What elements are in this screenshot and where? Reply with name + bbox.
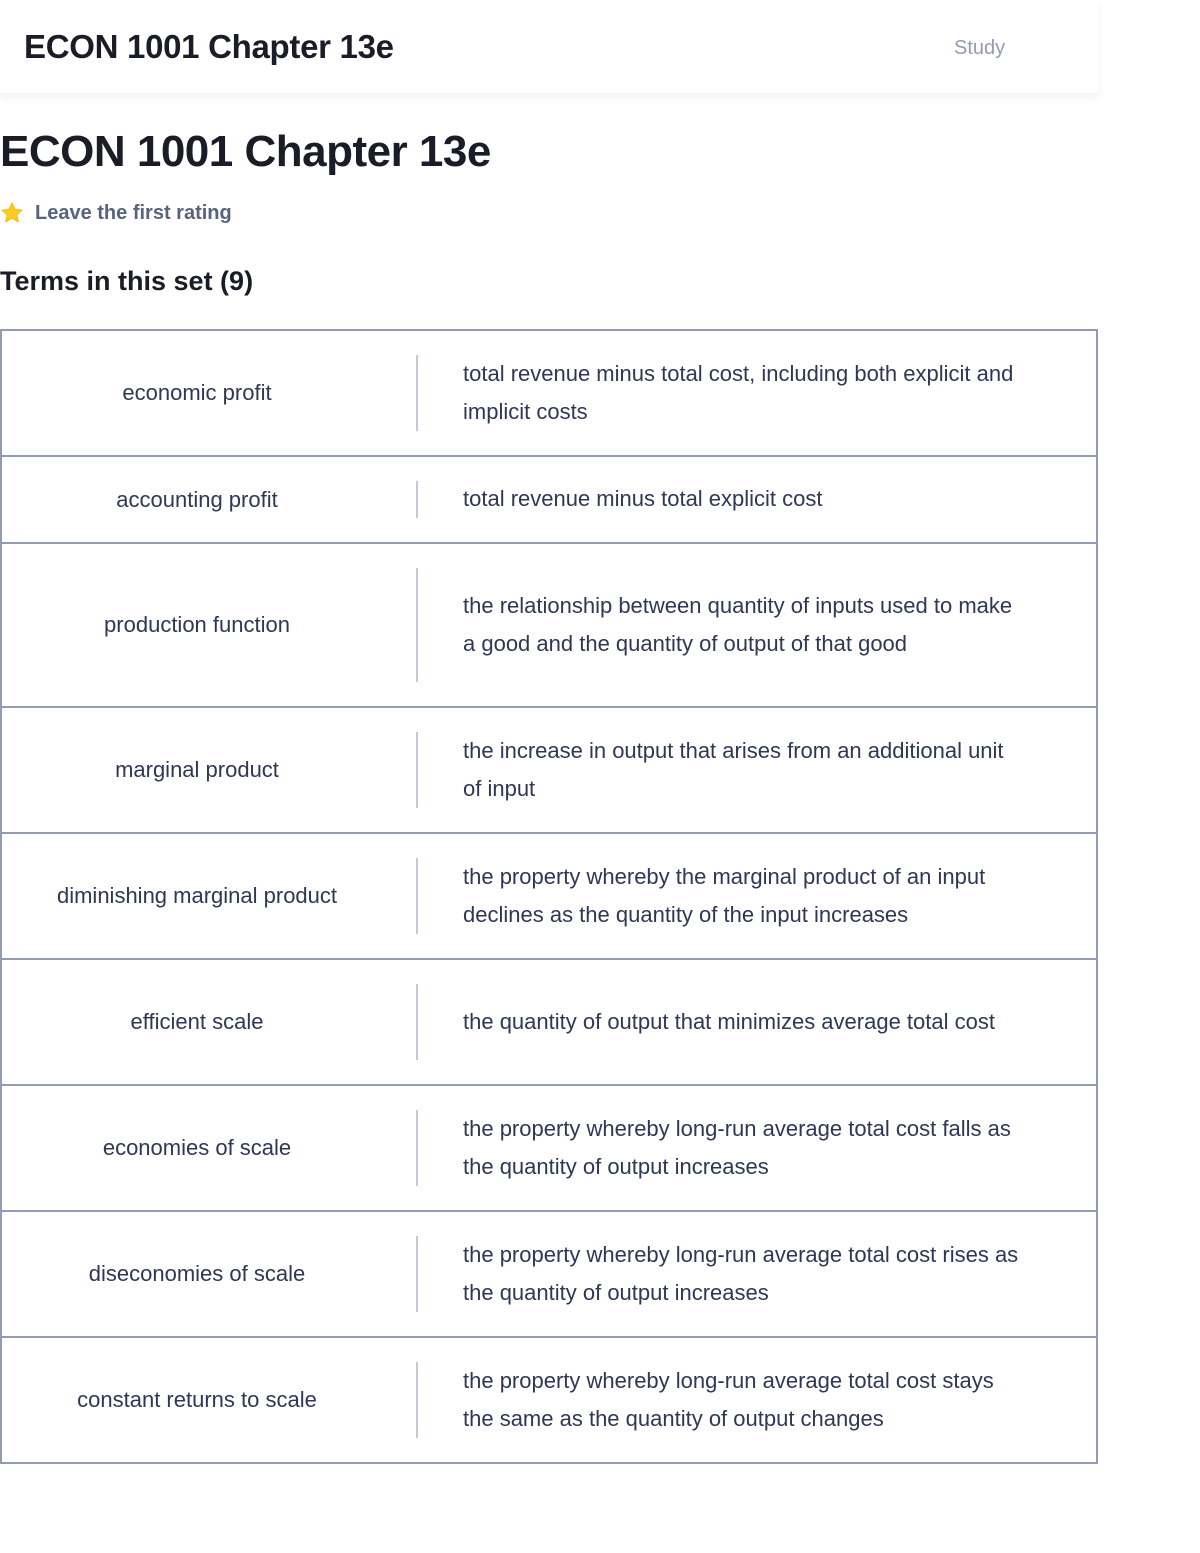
term-word: economic profit: [122, 380, 272, 405]
term-definition: the property whereby long-run average total cost rises as the quantity of output increases: [463, 1241, 1019, 1305]
term-row: [0, 455, 1098, 544]
row-divider: [416, 1110, 418, 1186]
rating-label: Leave the first rating: [35, 202, 232, 224]
row-divider: [416, 984, 418, 1060]
row-divider: [416, 568, 418, 682]
term-row: [0, 1084, 1098, 1212]
terms-table: [0, 329, 1098, 1464]
term-word: constant returns to scale: [77, 1387, 317, 1412]
study-link[interactable]: Study: [954, 37, 1006, 59]
term-word: marginal product: [115, 757, 279, 782]
term-word: production function: [104, 612, 290, 637]
term-row: [0, 706, 1098, 834]
term-word: diminishing marginal product: [56, 883, 338, 908]
row-divider: [416, 481, 418, 518]
top-bar: [0, 0, 1098, 94]
term-row: [0, 329, 1098, 457]
term-definition: the increase in output that arises from an additional unit of input: [463, 737, 1004, 801]
term-word: diseconomies of scale: [88, 1261, 306, 1286]
rating-link[interactable]: [0, 198, 232, 228]
term-definition: the property whereby long-run average total cost falls as the quantity of output increases: [463, 1115, 1011, 1179]
term-word: economies of scale: [102, 1135, 292, 1160]
row-divider: [416, 355, 418, 431]
page-title: ECON 1001 Chapter 13e: [0, 127, 491, 176]
term-definition: the property whereby long-run average total cost stays the same as the quantity of output changes: [463, 1367, 994, 1431]
term-word: efficient scale: [130, 1009, 264, 1034]
term-word: accounting profit: [116, 486, 278, 512]
row-divider: [416, 858, 418, 934]
row-divider: [416, 1362, 418, 1438]
header-title: ECON 1001 Chapter 13e: [24, 28, 394, 65]
term-row: [0, 958, 1098, 1086]
terms-heading: Terms in this set (9): [0, 266, 254, 296]
term-row: [0, 832, 1098, 960]
term-definition: total revenue minus total cost, including both explicit and implicit costs: [463, 360, 1014, 424]
row-divider: [416, 1236, 418, 1312]
star-icon: [0, 201, 24, 225]
term-row: [0, 1336, 1098, 1464]
term-row: [0, 1210, 1098, 1338]
term-definition: the relationship between quantity of inputs used to make a good and the quantity of output of that good: [463, 592, 1013, 656]
row-divider: [416, 732, 418, 808]
term-definition: the property whereby the marginal product of an input declines as the quantity of the input increases: [463, 863, 986, 927]
term-definition: the quantity of output that minimizes average total cost: [463, 1008, 995, 1034]
term-definition: total revenue minus total explicit cost: [463, 486, 823, 512]
term-row: [0, 542, 1098, 708]
